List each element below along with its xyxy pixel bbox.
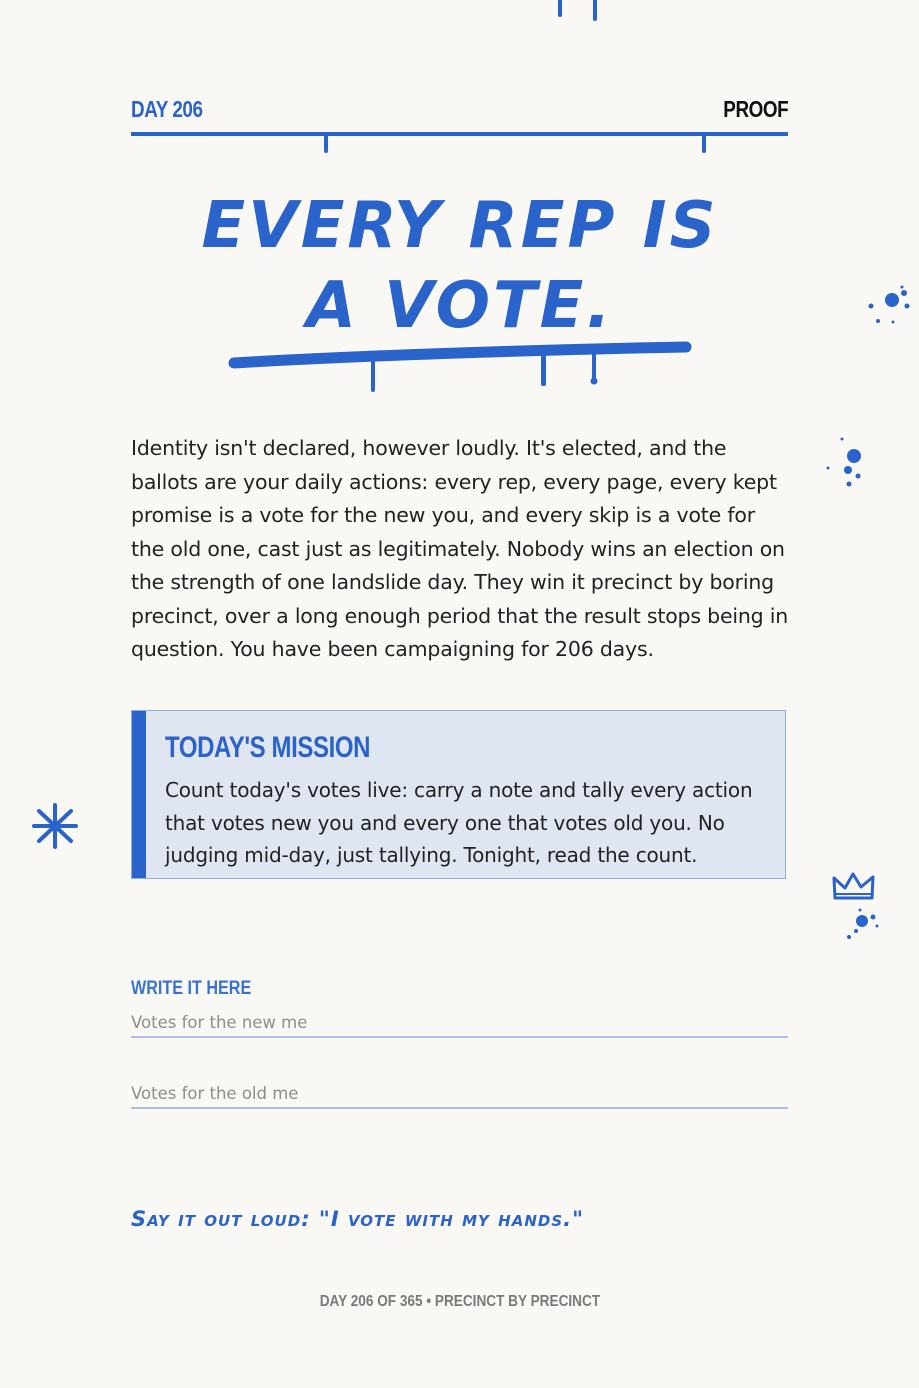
paint-splatter-icon [862,282,917,332]
paint-splatter-icon [840,905,885,945]
day-label: DAY 206 [131,96,203,122]
asterisk-icon [30,802,80,850]
proof-label: PROOF [722,96,788,122]
title-line-1: EVERY REP IS [201,189,719,263]
header-rule [131,132,788,136]
footer-text: DAY 206 OF 365 • PRECINCT BY PRECINCT [319,1293,600,1310]
mission-title: TODAY'S MISSION [165,731,371,764]
title-underline [228,336,692,396]
mission-accent-bar [132,711,146,878]
top-drip-left [558,0,562,17]
title-line-2: A VOTE. [306,269,614,343]
header-rule-drip [324,134,328,153]
crown-icon [831,870,877,902]
body-paragraph: Identity isn't declared, however loudly. It's elected, and the ballots are your daily actions: every rep, every page, every kept promise is a vote for the new you, and every skip is a vote for the old one, cast just as legitimately. Nobody wins an election on the strength of one landslide day. They win it precinct by boring precinct, over a long enough period that the result stops being in question. You have been campaigning for 206 days. [131,436,789,661]
mission-text: Count today's votes live: carry a note and tally every action that votes new you and every one that votes old you. No judging mid-day, just tallying. Tonight, read the count. [165,778,753,867]
mission-box [131,710,786,879]
footer [0,1293,919,1311]
affirmation: Say it out loud: "I vote with my hands." [131,1207,585,1231]
paint-splatter-icon [822,434,872,492]
header-rule-drip [702,134,706,153]
new-me-votes-field[interactable] [131,1008,788,1038]
write-label: WRITE IT HERE [131,978,252,999]
page-title [150,186,770,346]
top-drip-right [593,0,597,21]
old-me-votes-field[interactable] [131,1079,788,1109]
